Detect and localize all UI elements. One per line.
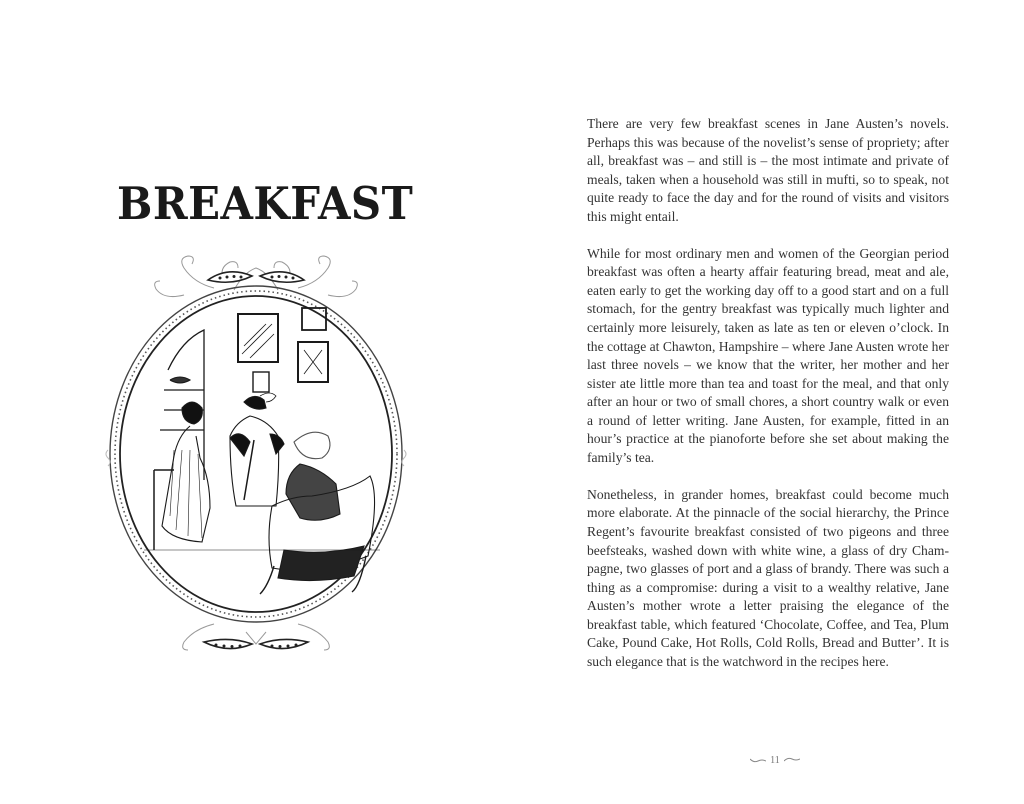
body-text-column [587,115,949,690]
chapter-title: BREAKFAST [117,177,414,230]
chapter-illustration [104,250,408,658]
paragraph-2: While for most ordinary men and women of the Georgian period breakfast was often a hearty affair featuring bread, meat and ale, eaten early to get the working day off to a good start and on a full stomach, for the gentry breakfast was typically much lighter and certainly more leisurely, taken as late as ten or eleven o’clock. In the cottage at Chawton, Hampshire – where Jane Austen wrote her last three novels – we know that the writer, her mother and her sister ate little more than tea and toast for the meal, and that only after an hour or two of small chores, a short country walk or even a round of letter writing. Jane Austen, for example, fitted in an hour’s practice at the pianoforte before she set about making the family’s tea. [587,245,950,465]
page-number: 11 [770,754,780,766]
page-number-folio [745,752,805,768]
side-flourishes [106,450,406,466]
right-swash-icon [784,757,800,763]
paragraph-1: There are very few breakfast scenes in Jane Austen’s novels. Perhaps this was because of the novelist’s sense of propriety; after all, breakfast was – and still is – the most intimate and private of meals, taken when a household was still in mufti, so to speak, not quite ready to face the day and for the round of visits and visitors this might entail. [587,116,949,224]
bottom-flourish-ornament [183,624,330,650]
pea-pod-ornaments-top [208,272,304,282]
left-swash-icon [750,757,766,763]
drawing-room-scene [144,308,380,594]
paragraph-3: Nonetheless, in grander homes, breakfast could become much more elaborate. At the pinnacle of the social hierarchy, the Prince Regent’s favourite breakfast consisted of two pigeons and three beefsteaks, washed down with white wine, a glass of dry Champagne, two glasses of port and a glass of brandy. There was such a thing as a compromise: during a visit to a wealthy relative, Jane Austen’s mother wrote a letter praising the elegance of the breakfast table, which featured ‘Chocolate, Coffee, and Tea, Plum Cake, Pound Cake, Hot Rolls, Cold Rolls, Bread and Butter’. It is such elegance that is the watchword in the recipes here. [587,486,949,669]
oval-frame [110,286,402,622]
